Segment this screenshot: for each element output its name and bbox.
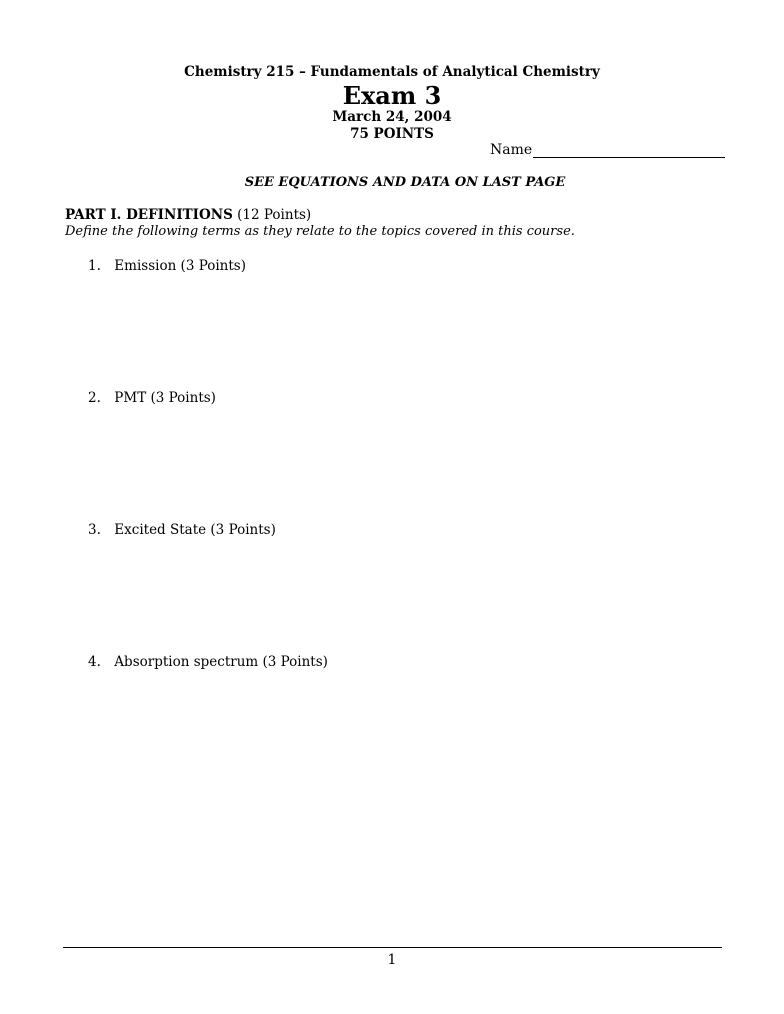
name-blank-line[interactable] — [533, 143, 725, 158]
question-number: 4. — [88, 654, 101, 670]
question-number: 1. — [88, 258, 101, 274]
part-1-heading — [65, 207, 311, 223]
question-4 — [88, 654, 328, 670]
part-1-title: PART I. DEFINITIONS — [65, 207, 233, 223]
question-2 — [88, 390, 216, 406]
exam-total-points: 75 POINTS — [350, 126, 434, 142]
part-1-instruction: Define the following terms as they relate to the topics covered in this course. — [65, 224, 575, 239]
question-3 — [88, 522, 276, 538]
exam-title: Exam 3 — [342, 81, 442, 110]
name-field-row — [490, 142, 725, 158]
part-1-points: (12 Points) — [237, 207, 312, 223]
exam-date: March 24, 2004 — [332, 109, 452, 125]
question-number: 3. — [88, 522, 101, 538]
footer-divider — [63, 947, 722, 948]
page-number: 1 — [387, 952, 397, 968]
question-1 — [88, 258, 246, 274]
question-text: Absorption spectrum (3 Points) — [114, 654, 328, 670]
question-text: PMT (3 Points) — [114, 390, 216, 406]
name-label: Name — [490, 142, 533, 158]
question-number: 2. — [88, 390, 101, 406]
question-text: Emission (3 Points) — [114, 258, 247, 274]
question-text: Excited State (3 Points) — [114, 522, 276, 538]
equations-notice: SEE EQUATIONS AND DATA ON LAST PAGE — [244, 175, 566, 190]
course-title: Chemistry 215 – Fundamentals of Analytical Chemistry — [184, 64, 600, 80]
